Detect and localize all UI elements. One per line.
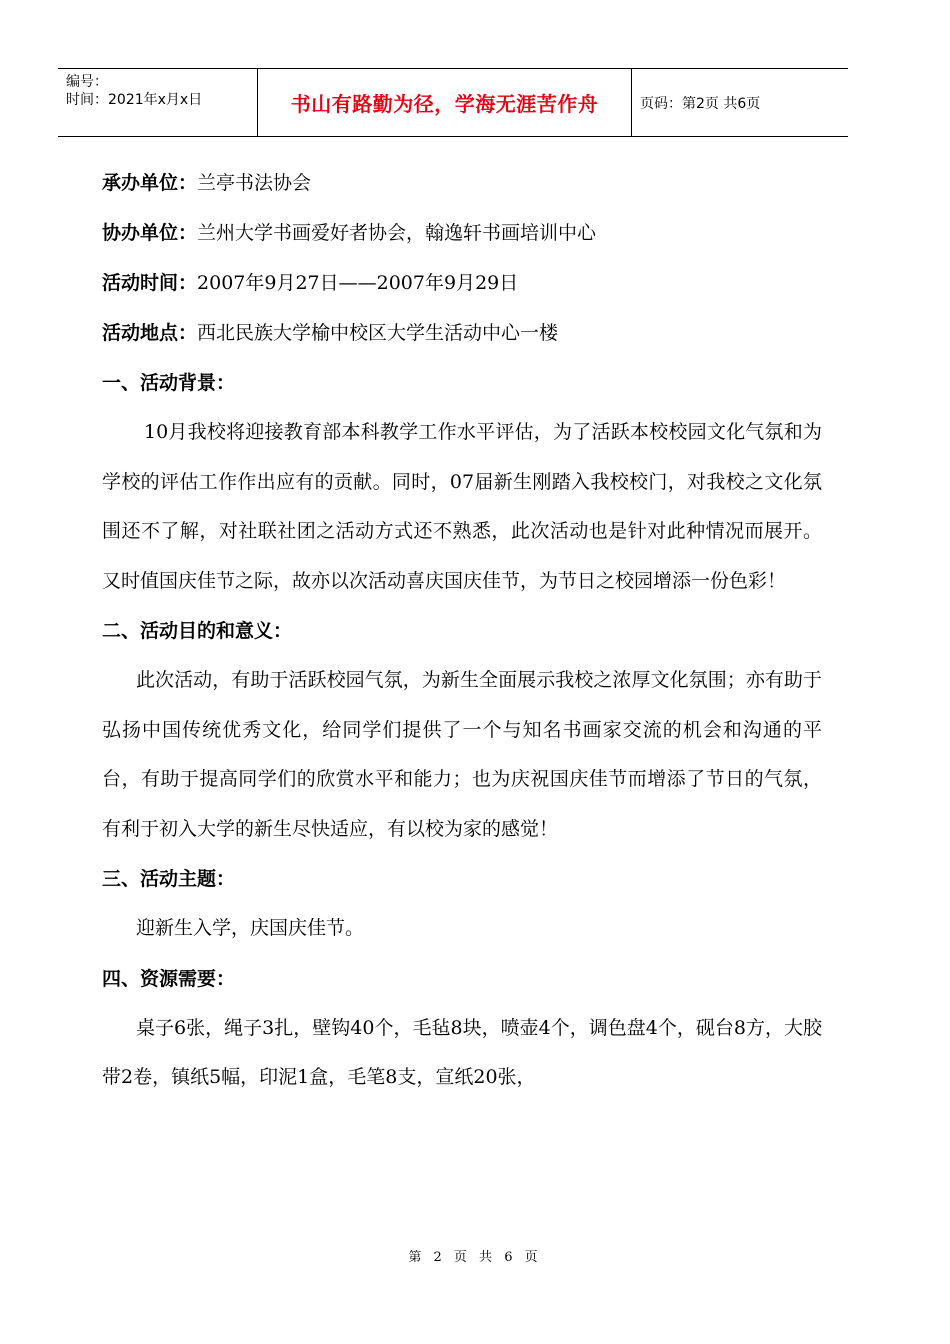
section-heading-purpose: 二、活动目的和意义： (102, 620, 293, 642)
field-value: 西北民族大学榆中校区大学生活动中心一楼 (197, 322, 559, 344)
field-value: 兰亭书法协会 (197, 172, 312, 194)
field-organizer (102, 158, 822, 208)
field-value: 兰州大学书画爱好者协会，翰逸轩书画培训中心 (197, 222, 597, 244)
field-label: 协办单位： (102, 222, 198, 244)
header-meta (58, 69, 258, 136)
section-heading-background: 一、活动背景： (102, 372, 236, 394)
field-activity-location (102, 308, 822, 358)
field-co-organizer (102, 208, 822, 258)
field-label: 活动时间： (102, 272, 198, 294)
section-heading-resources: 四、资源需要： (102, 967, 236, 990)
document-body (102, 158, 822, 1103)
page-footer: 第 2 页 共 6 页 (408, 1250, 542, 1265)
section-text-theme: 迎新生入学，庆国庆佳节。 (136, 917, 365, 939)
section-text-resources: 桌子6张，绳子3扎，壁钩40个，毛毡8块，喷壶4个，调色盘4个，砚台8方，大胶带2卷，镇纸5幅，印泥1盒，毛笔8支，宣纸20张， (102, 1016, 822, 1088)
document-time-label: 时间：2021年x月x日 (66, 92, 203, 108)
page-header (58, 68, 848, 137)
section-text-background: 10月我校将迎接教育部本科教学工作水平评估，为了活跃本校校园文化气氛和为学校的评估工作作出应有的贡献。同时，07届新生刚踏入我校校门，对我校之文化氛围还不了解，对社联社团之活动方式还不熟悉，此次活动也是针对此种情况而展开。又时值国庆佳节之际，故亦以次活动喜庆国庆佳节，为节日之校园增添一份色彩！ (102, 421, 822, 592)
field-value: 2007年9月27日——2007年9月29日 (197, 272, 519, 294)
field-label: 承办单位： (102, 172, 198, 194)
document-number-label: 编号： (66, 74, 108, 90)
field-activity-time (102, 258, 822, 308)
section-text-purpose: 此次活动，有助于活跃校园气氛，为新生全面展示我校之浓厚文化氛围；亦有助于弘扬中国传统优秀文化，给同学们提供了一个与知名书画家交流的机会和沟通的平台，有助于提高同学们的欣赏水平和能力；也为庆祝国庆佳节而增添了节日的气氛，有利于初入大学的新生尽快适应，有以校为家的感觉！ (102, 669, 822, 840)
section-heading-theme: 三、活动主题： (102, 868, 236, 890)
header-motto: 书山有路勤为径，学海无涯苦作舟 (258, 69, 632, 136)
field-label: 活动地点： (102, 322, 198, 344)
header-page-info: 页码：第2页 共6页 (640, 95, 761, 112)
